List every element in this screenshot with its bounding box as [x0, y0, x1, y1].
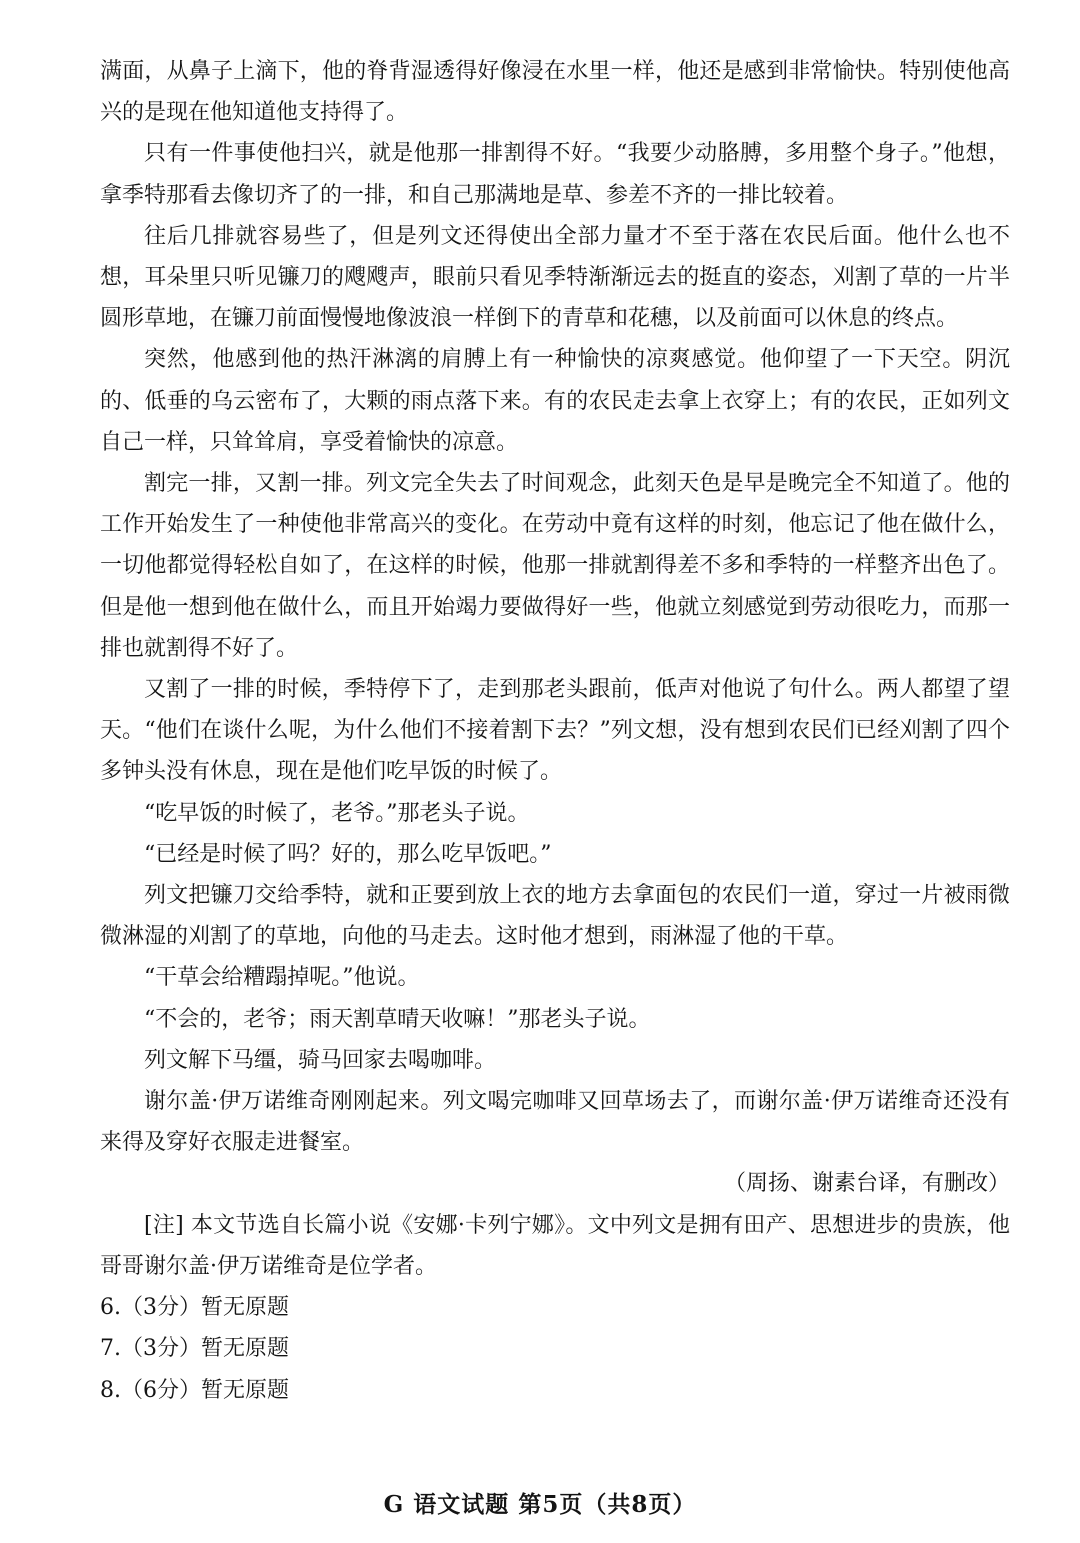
passage	[100, 51, 1010, 1411]
paragraph-11: “不会的，老爷；雨天割草晴天收嘛！”那老头子说。	[144, 1006, 651, 1032]
paragraph-12: 列文解下马缰，骑马回家去喝咖啡。	[144, 1047, 497, 1073]
question-6: 6.（3分）暂无原题	[100, 1295, 289, 1321]
question-7: 7.（3分）暂无原题	[100, 1336, 289, 1362]
page-footer: G 语文试题 第5页（共8页）	[383, 1491, 697, 1518]
question-8: 8.（6分）暂无原题	[100, 1377, 289, 1403]
paragraph-13: 谢尔盖·伊万诺维奇刚刚起来。列文喝完咖啡又回草场去了，而谢尔盖·伊万诺维奇还没有来得及穿好衣服走进餐室。	[100, 1089, 1010, 1156]
paragraph-6: 又割了一排的时候，季特停下了，走到那老头跟前，低声对他说了句什么。两人都望了望天。“他们在谈什么呢，为什么他们不接着割下去？”列文想，没有想到农民们已经刈割了四个多钟头没有休息，现在是他们吃早饭的时候了。	[100, 677, 1010, 785]
paragraph-8: “已经是时候了吗？好的，那么吃早饭吧。”	[144, 841, 552, 867]
paragraph-2: 只有一件事使他扫兴，就是他那一排割得不好。“我要少动胳膊，多用整个身子。”他想，拿季特那看去像切齐了的一排，和自己那满地是草、参差不齐的一排比较着。	[100, 141, 1010, 208]
paragraph-10: “干草会给糟蹋掉呢。”他说。	[144, 965, 420, 991]
annotation-note: [注] 本文节选自长篇小说《安娜·卡列宁娜》。文中列文是拥有田产、思想进步的贵族，他哥哥谢尔盖·伊万诺维奇是位学者。	[100, 1212, 1010, 1279]
paragraph-1: 满面，从鼻子上滴下，他的脊背湿透得好像浸在水里一样，他还是感到非常愉快。特别使他高兴的是现在他知道他支持得了。	[100, 59, 1010, 126]
paragraph-7: “吃早饭的时候了，老爷。”那老头子说。	[144, 800, 530, 826]
source-attribution: （周扬、谢素台译，有删改）	[723, 1171, 1010, 1197]
paragraph-3: 往后几排就容易些了，但是列文还得使出全部力量才不至于落在农民后面。他什么也不想，耳朵里只听见镰刀的飕飕声，眼前只看见季特渐渐远去的挺直的姿态，刈割了草的一片半圆形草地，在镰刀前面慢慢地像波浪一样倒下的青草和花穗，以及前面可以休息的终点。	[100, 223, 1010, 332]
paragraph-9: 列文把镰刀交给季特，就和正要到放上衣的地方去拿面包的农民们一道，穿过一片被雨微微淋湿的刈割了的草地，向他的马走去。这时他才想到，雨淋湿了他的干草。	[100, 883, 1010, 950]
paragraph-4: 突然，他感到他的热汗淋漓的肩膊上有一种愉快的凉爽感觉。他仰望了一下天空。阴沉的、低垂的乌云密布了，大颗的雨点落下来。有的农民走去拿上衣穿上；有的农民，正如列文自己一样，只耸耸肩，享受着愉快的凉意。	[100, 347, 1010, 455]
paragraph-5: 割完一排，又割一排。列文完全失去了时间观念，此刻天色是早是晚完全不知道了。他的工作开始发生了一种使他非常高兴的变化。在劳动中竟有这样的时刻，他忘记了他在做什么，一切他都觉得轻松自如了，在这样的时候，他那一排就割得差不多和季特的一样整齐出色了。但是他一想到他在做什么，而且开始竭力要做得好一些，他就立刻感觉到劳动很吃力，而那一排也就割得不好了。	[100, 471, 1010, 661]
